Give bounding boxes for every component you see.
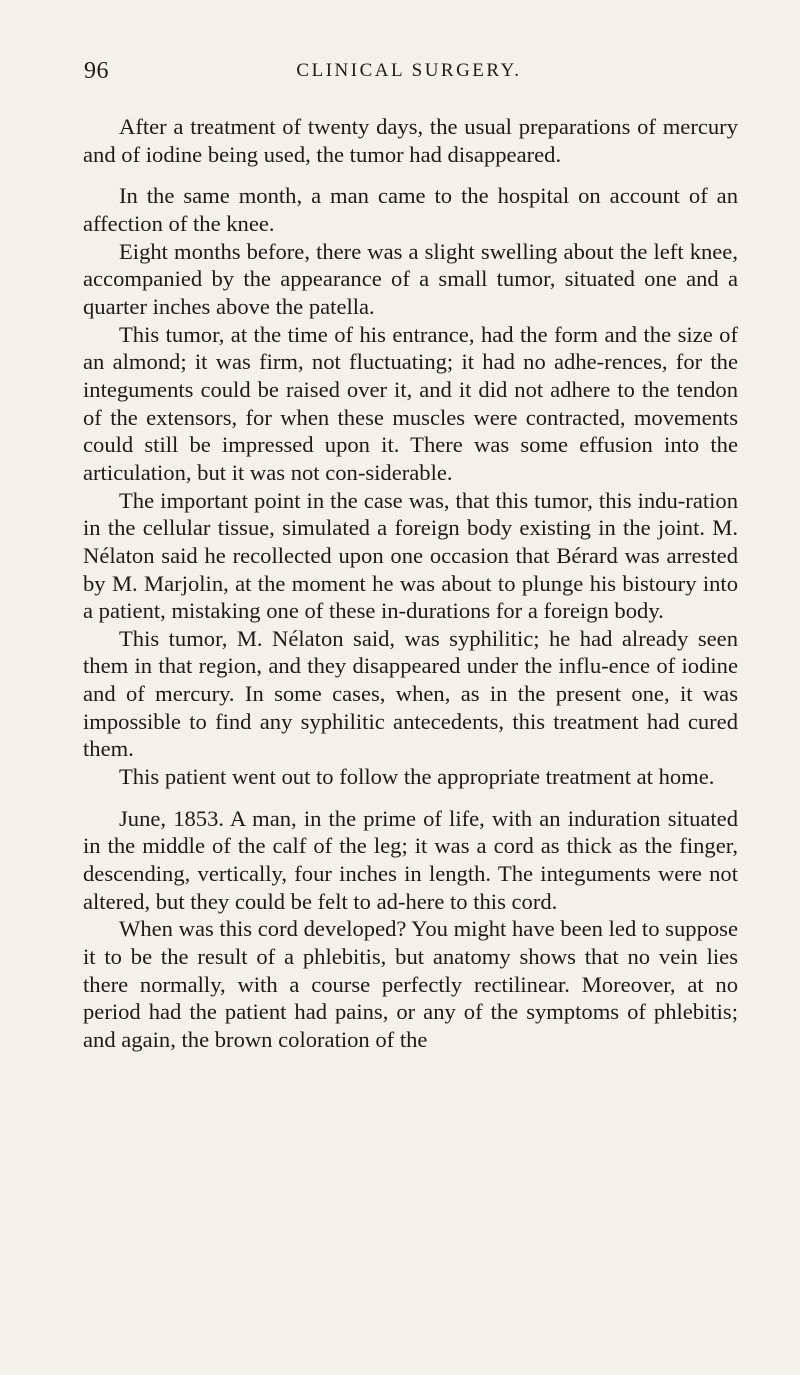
running-head: CLINICAL SURGERY.: [296, 60, 522, 81]
paragraph: This patient went out to follow the appropriate treatment at home.: [119, 764, 715, 790]
paragraph: The important point in the case was, that this tumor, this indu-ration in the cellular tissue, simulated a foreign body existing in the joint. M. Nélaton said he recollected upon one occasion that Bérard was arrested by M. Marjolin, at the moment he was about to plunge his bistoury into a patient, mistaking one of these in-durations for a foreign body.: [83, 487, 738, 624]
paragraph: This tumor, M. Nélaton said, was syphilitic; he had already seen them in that region, and they disappeared under the influ-ence of iodine and of mercury. In some cases, when, as in the present one, it was impossible to find any syphilitic antecedents, this treatment had cured them.: [83, 625, 738, 762]
paragraph: This tumor, at the time of his entrance, had the form and the size of an almond; it was firm, not fluctuating; it had no adhe-rences, for the integuments could be raised over it, and it did not adhere to the tendon of the extensors, for when these muscles were contracted, movements could still be impressed upon it. There was some effusion into the articulation, but it was not con-siderable.: [83, 321, 738, 485]
paragraph: After a treatment of twenty days, the usual preparations of mercury and of iodine being used, the tumor had disappeared.: [83, 114, 738, 167]
paragraph: June, 1853. A man, in the prime of life, with an induration situated in the middle of the calf of the leg; it was a cord as thick as the finger, descending, vertically, four inches in length. The integuments were not altered, but they could be felt to ad-here to this cord.: [83, 805, 738, 914]
paragraph: Eight months before, there was a slight swelling about the left knee, accompanied by the appearance of a small tumor, situated one and a quarter inches above the patella.: [83, 238, 738, 319]
page-number: 96: [84, 58, 109, 84]
body-text: [83, 113, 738, 1054]
paragraph: When was this cord developed? You might have been led to suppose it to be the result of a phlebitis, but anatomy shows that no vein lies there normally, with a course perfectly rectilinear. Moreover, at no period had the patient had pains, or any of the symptoms of phlebitis; and again, the brown coloration of the: [83, 916, 738, 1052]
page-header: [84, 58, 734, 88]
paragraph: In the same month, a man came to the hospital on account of an affection of the knee.: [83, 183, 738, 236]
